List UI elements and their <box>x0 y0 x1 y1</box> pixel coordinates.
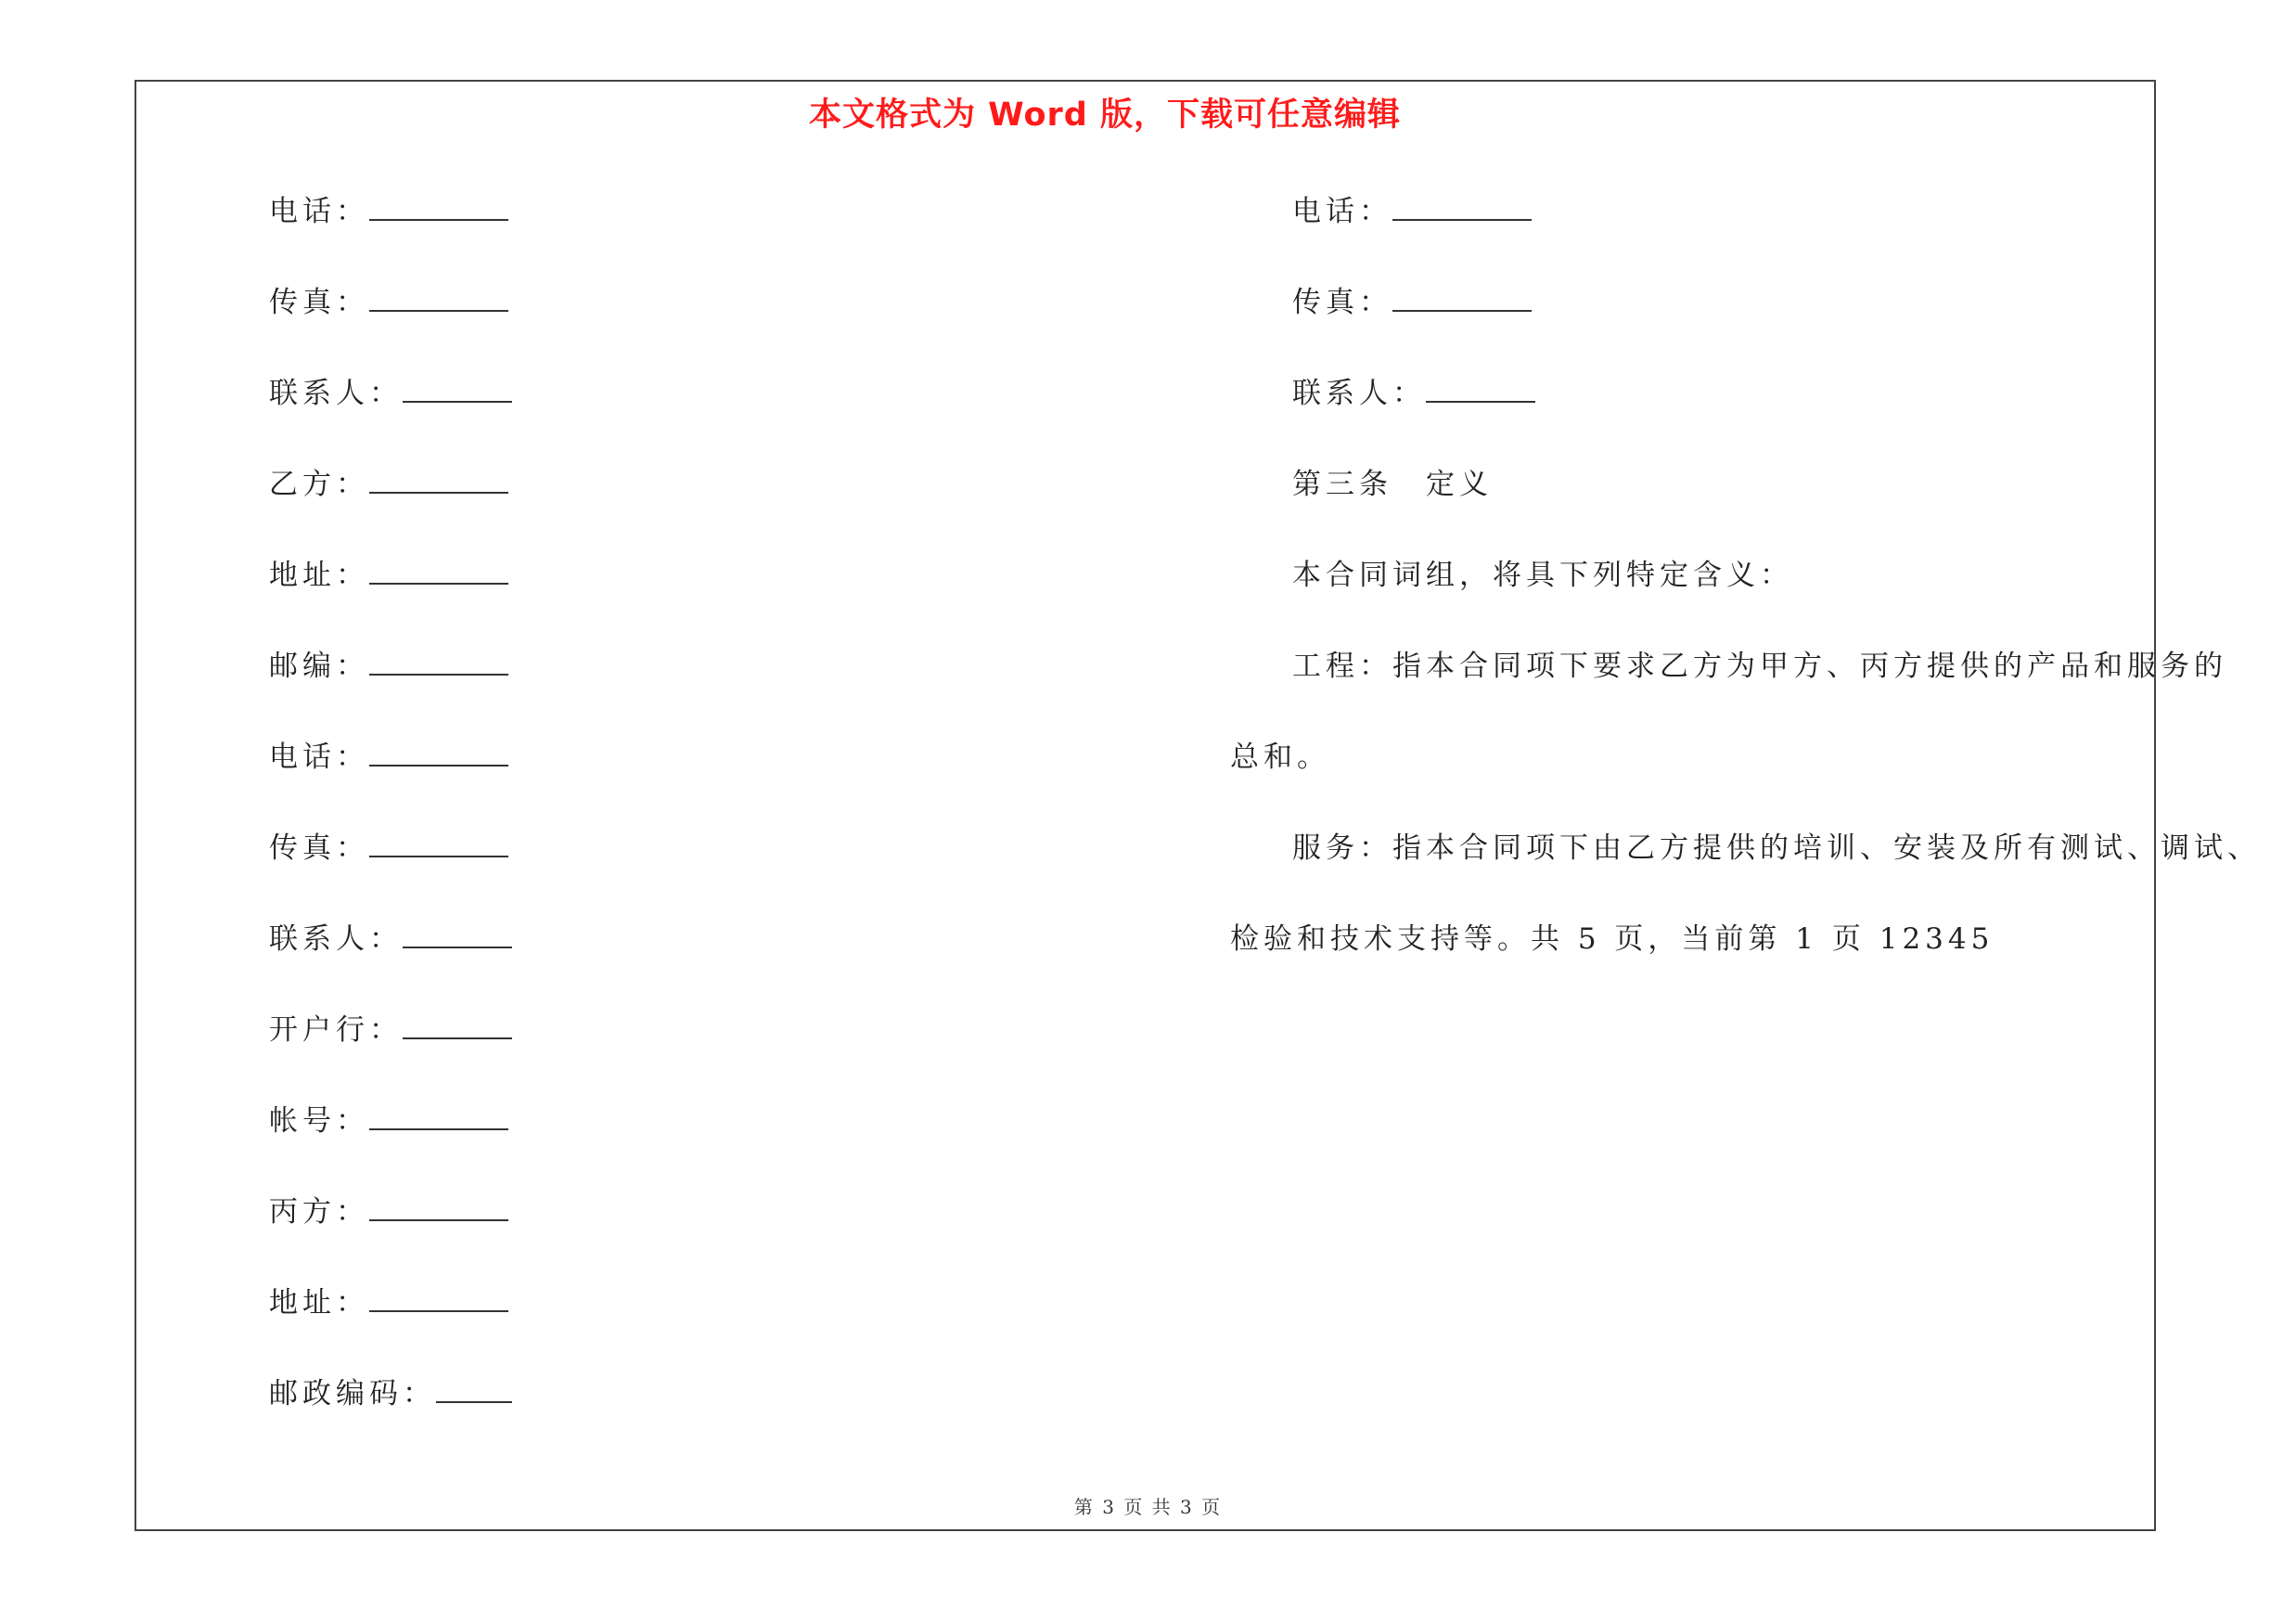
field-label: 帐号： <box>269 1104 369 1138</box>
field-postcode-1 <box>269 648 508 685</box>
field-party-c <box>269 1193 508 1230</box>
field-contact-right <box>1292 375 1535 412</box>
blank-line <box>369 653 508 676</box>
field-fax-right <box>1292 284 1532 321</box>
field-label: 传真： <box>269 286 369 319</box>
field-fax-2 <box>269 830 508 867</box>
blank-line <box>369 1290 508 1312</box>
blank-line <box>403 1017 512 1039</box>
blank-line <box>1392 290 1532 312</box>
field-label: 电话： <box>269 195 369 228</box>
blank-line <box>369 290 508 312</box>
definition-service-line1: 服务：指本合同项下由乙方提供的培训、安装及所有测试、调试、 <box>1292 831 2261 865</box>
field-address-2 <box>269 1284 508 1321</box>
blank-line <box>369 1108 508 1130</box>
field-label: 电话： <box>1292 195 1392 228</box>
field-label: 传真： <box>269 831 369 865</box>
field-fax-1 <box>269 284 508 321</box>
field-contact-1 <box>269 375 512 412</box>
field-label: 邮编： <box>269 650 369 683</box>
field-label: 地址： <box>269 1286 369 1320</box>
field-label: 邮政编码： <box>269 1377 436 1410</box>
definitions-intro: 本合同词组，将具下列特定含义： <box>1292 559 1793 592</box>
field-party-b <box>269 466 508 503</box>
field-label: 传真： <box>1292 286 1392 319</box>
blank-line <box>1426 380 1535 403</box>
document-banner: 本文格式为 Word 版，下载可任意编辑 <box>808 97 1402 134</box>
field-contact-2 <box>269 921 512 958</box>
definition-service-line2: 检验和技术支持等。共 5 页，当前第 1 页 12345 <box>1230 922 1995 956</box>
field-account <box>269 1102 508 1140</box>
blank-line <box>1392 199 1532 221</box>
field-label: 联系人： <box>269 922 403 956</box>
field-label: 地址： <box>269 559 369 592</box>
field-label: 联系人： <box>269 377 403 410</box>
field-label: 丙方： <box>269 1195 369 1229</box>
field-phone-right <box>1292 193 1532 230</box>
blank-line <box>369 199 508 221</box>
field-label: 电话： <box>269 741 369 774</box>
field-label: 开户行： <box>269 1013 403 1047</box>
field-address-1 <box>269 557 508 594</box>
field-label: 联系人： <box>1292 377 1426 410</box>
field-phone-1 <box>269 193 508 230</box>
blank-line <box>436 1381 512 1403</box>
field-phone-2 <box>269 739 508 776</box>
blank-line <box>369 562 508 585</box>
blank-line <box>403 380 512 403</box>
field-bank <box>269 1011 512 1049</box>
blank-line <box>369 471 508 494</box>
definition-project-line2: 总和。 <box>1230 741 1330 774</box>
blank-line <box>369 835 508 857</box>
blank-line <box>369 744 508 766</box>
blank-line <box>403 926 512 948</box>
field-label: 乙方： <box>269 468 369 501</box>
blank-line <box>369 1199 508 1221</box>
field-postal-code <box>269 1375 512 1412</box>
article-heading: 第三条 定义 <box>1292 468 1493 501</box>
definition-project-line1: 工程：指本合同项下要求乙方为甲方、丙方提供的产品和服务的 <box>1292 650 2227 683</box>
page-footer: 第 3 页 共 3 页 <box>1073 1496 1223 1518</box>
